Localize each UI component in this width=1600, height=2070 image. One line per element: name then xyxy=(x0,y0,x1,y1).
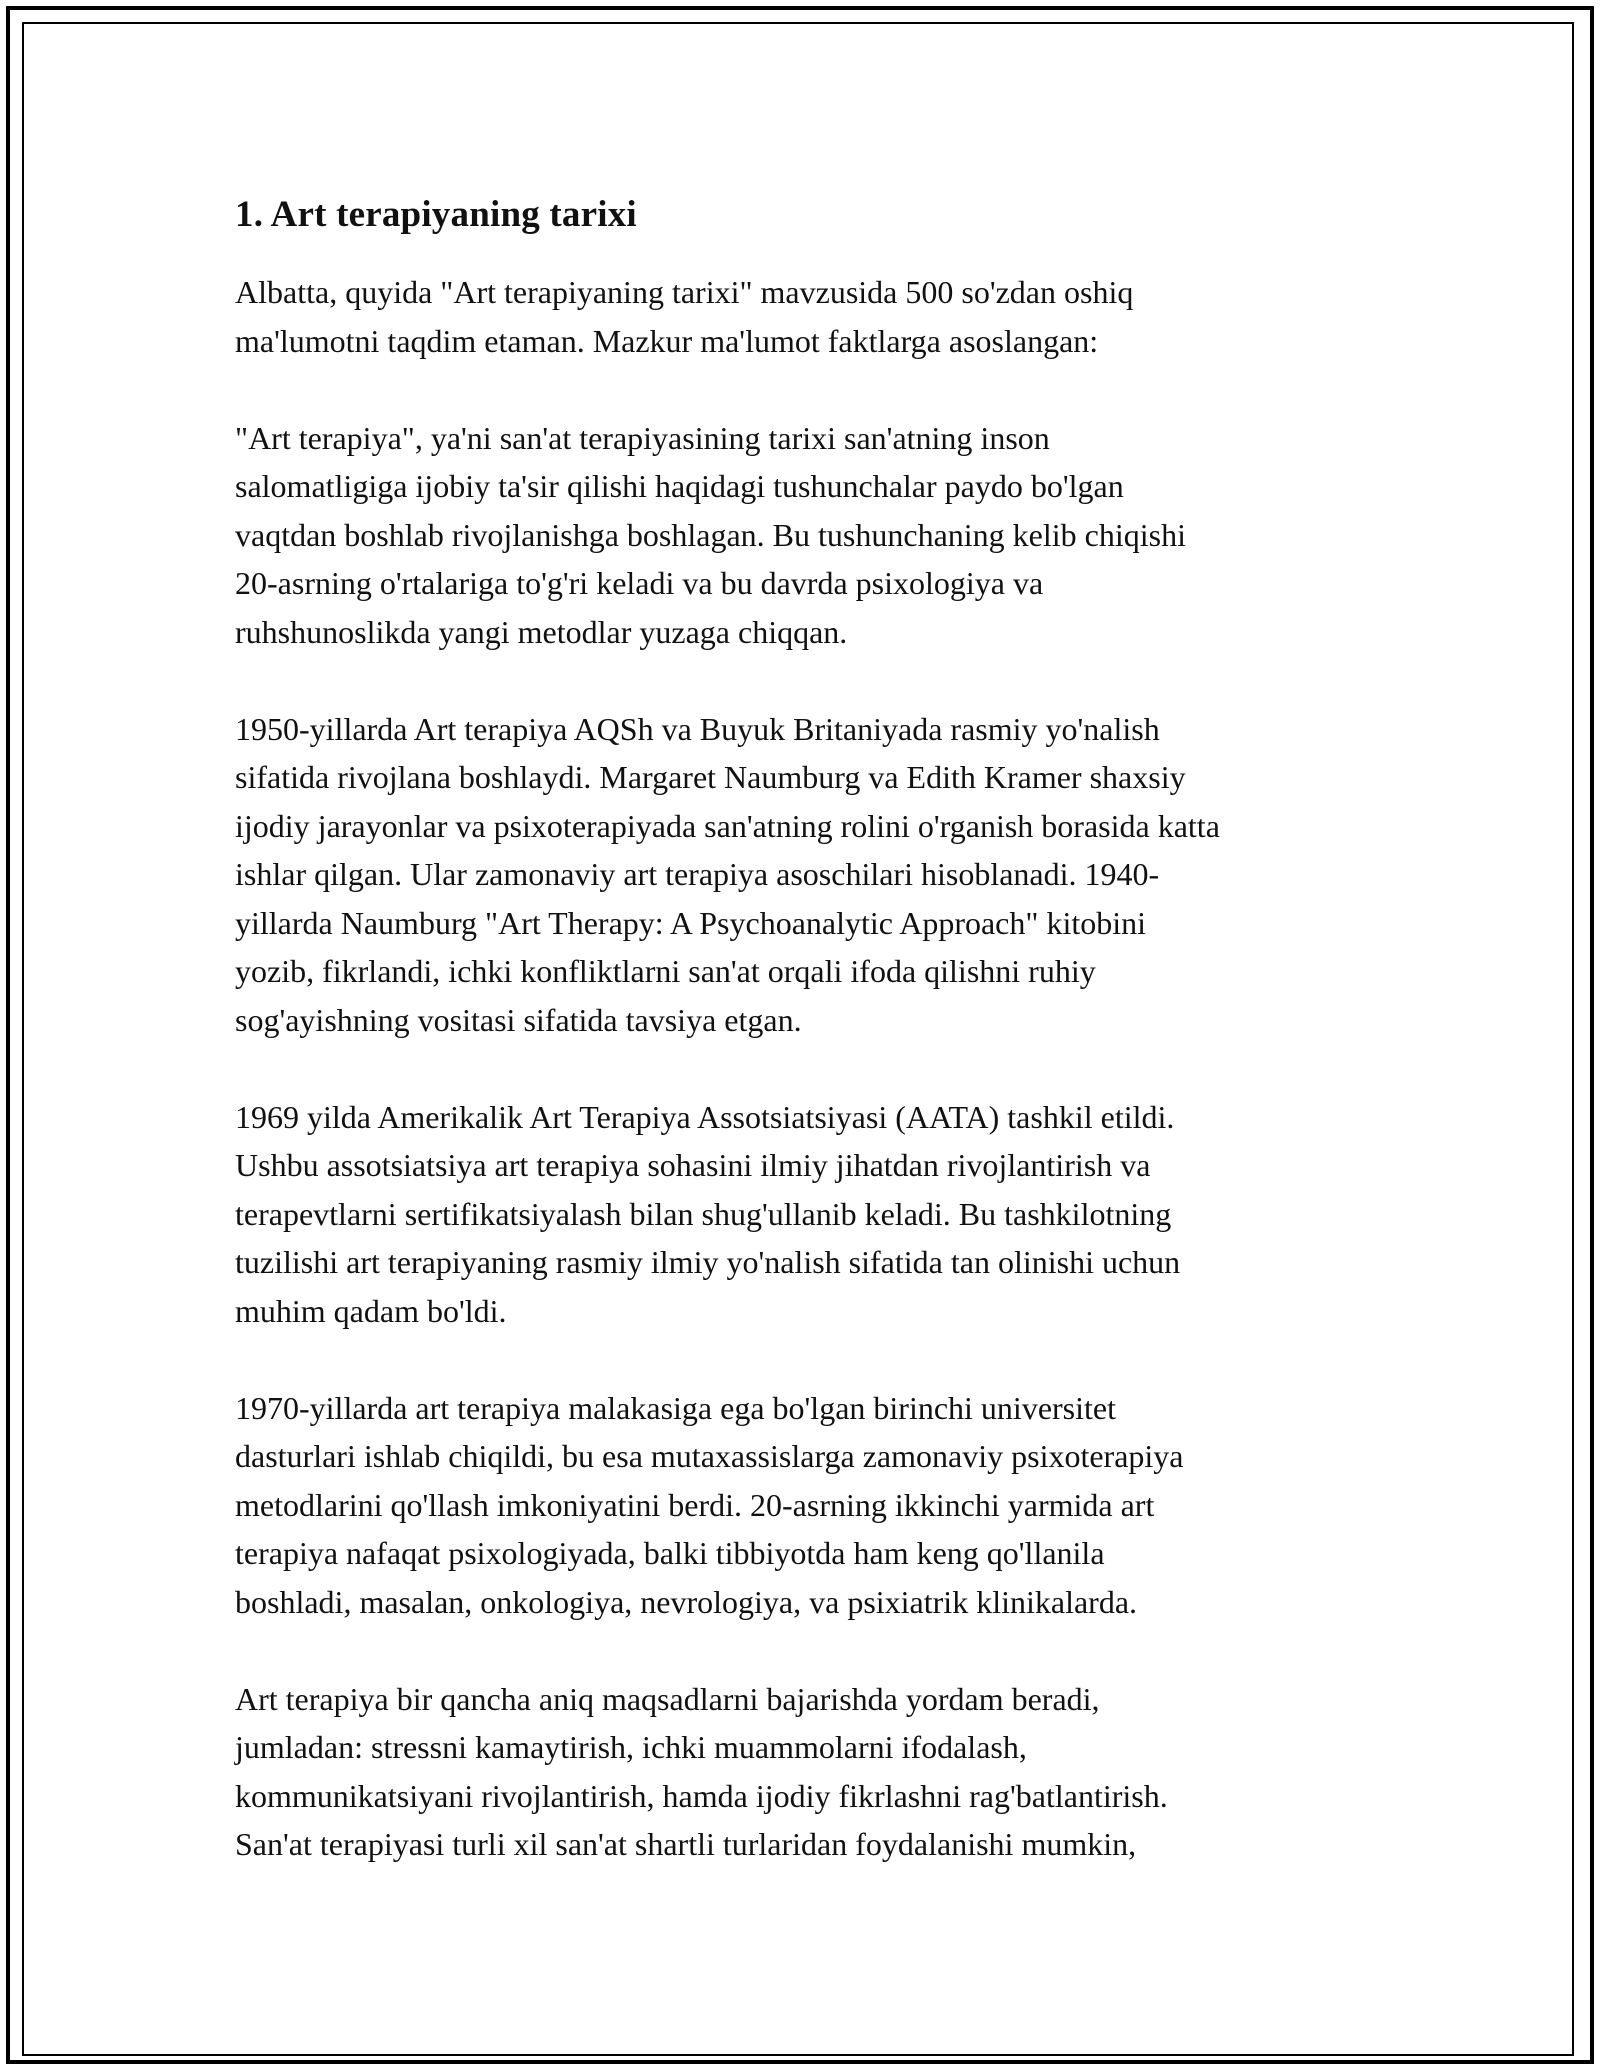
document-title: 1. Art terapiyaning tarixi xyxy=(235,194,637,235)
paragraph-1970s: 1970-yillarda art terapiya malakasiga ega bo'lgan birinchi universitet dasturlari ishlab chiqildi, bu esa mutaxassislarga zamonaviy psixoterapiya metodlarini qo'llash imkoniyatini berdi. 20-asrning ikkinchi yarmida art terapiya nafaqat psixologiyada, balki tibbiyotda ham keng qo'llanila boshladi, masalan, onkologiya, nevrologiya, va psixiatrik klinikalarda. xyxy=(235,1389,1184,1620)
paragraph-origins: "Art terapiya", ya'ni san'at terapiyasining tarixi san'atning inson salomatligiga ijobiy ta'sir qilishi haqidagi tushunchalar paydo bo'lgan vaqtdan boshlab rivojlanishga boshlagan. Bu tushunchaning kelib chiqishi 20-asrning o'rtalariga to'g'ri keladi va bu davrda psixologiya va ruhshunoslikda yangi metodlar yuzaga chiqqan. xyxy=(235,419,1186,650)
paragraph-1950s: 1950-yillarda Art terapiya AQSh va Buyuk Britaniyada rasmiy yo'nalish sifatida rivojlana boshlaydi. Margaret Naumburg va Edith Kramer shaxsiy ijodiy jarayonlar va psixoterapiyada san'atning rolini o'rganish borasida katta ishlar qilgan. Ular zamonaviy art terapiya asoschilari hisoblanadi. 1940- yillarda Naumburg "Art Therapy: A Psychoanalytic Approach" kitobini yozib, fikrlandi, ichki konfliktlarni san'at orqali ifoda qilishni ruhiy sog'ayishning vositasi sifatida tavsiya etgan. xyxy=(235,710,1220,1038)
document-body xyxy=(235,186,1370,1917)
paragraph-goals: Art terapiya bir qancha aniq maqsadlarni bajarishda yordam beradi, jumladan: stressni kamaytirish, ichki muammolarni ifodalash, kommunikatsiyani rivojlantirish, hamda ijodiy fikrlashni rag'batlantirish. San'at terapiyasi turli xil san'at shartli turlaridan foydalanishi mumkin, xyxy=(235,1680,1168,1862)
paragraph-aata: 1969 yilda Amerikalik Art Terapiya Assotsiatsiyasi (AATA) tashkil etildi. Ushbu assotsiatsiya art terapiya sohasini ilmiy jihatdan rivojlantirish va terapevtlarni sertifikatsiyalash bilan shug'ullanib keladi. Bu tashkilotning tuzilishi art terapiyaning rasmiy ilmiy yo'nalish sifatida tan olinishi uchun muhim qadam bo'ldi. xyxy=(235,1098,1181,1329)
paragraph-intro: Albatta, quyida "Art terapiyaning tarixi" mavzusida 500 so'zdan oshiq ma'lumotni taqdim etaman. Mazkur ma'lumot faktlarga asoslangan: xyxy=(235,274,1134,359)
